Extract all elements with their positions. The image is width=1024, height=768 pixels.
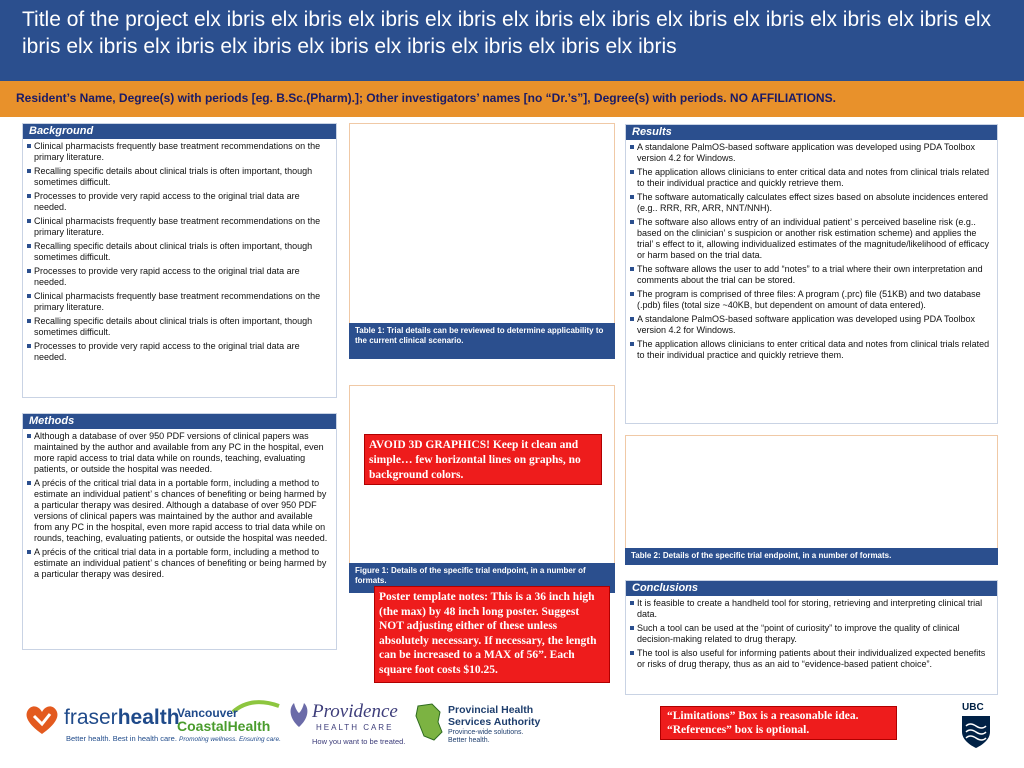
list-item: The application allows clinicians to enter critical data and notes from clinical trials related to their individual practice and quickly retrieve them. [630, 167, 993, 189]
vch-logo [175, 700, 285, 748]
bullet-icon [630, 342, 634, 346]
author-band [0, 81, 1024, 117]
list-item: Processes to provide very rapid access to the original trial data are needed. [27, 341, 332, 363]
list-item: The software allows the user to add “notes” to a trial where their own interpretation and comments about the trial can be stored. [630, 264, 993, 286]
bullet-icon [27, 550, 31, 554]
bc-map-icon [414, 702, 444, 742]
bullet-icon [27, 319, 31, 323]
list-item: The tool is also useful for informing patients about their individualized expected benefits or risks of drug therapy, thus as an aid to “evidence-based patient choice”. [630, 648, 993, 670]
conclusions-heading: Conclusions [626, 581, 997, 596]
bullet-icon [630, 317, 634, 321]
bullet-icon [27, 481, 31, 485]
fraser-health-logo [22, 700, 180, 748]
template-note: Poster template notes: This is a 36 inch high (the max) by 48 inch long poster. Suggest NOT adjusting either of these unless absolutely necessary. If necessary, the length can be increased to a MAX of 56”. Each square foot costs $10.25. [374, 586, 610, 683]
list-item: The program is comprised of three files: A program (.prc) file (51KB) and two database (.pdb) files (total size ~40KB, but dependent on amount of data entered). [630, 289, 993, 311]
results-panel [625, 124, 998, 424]
ubc-text: UBC [962, 702, 984, 713]
author-line: Resident’s Name, Degree(s) with periods [eg. B.Sc.(Pharm).]; Other investigators’ names [no “Dr.’s”], Degree(s) with periods. NO AFFILIATIONS. [16, 91, 836, 105]
providence-dove-icon [286, 699, 312, 729]
methods-panel [22, 413, 337, 650]
list-item: Recalling specific details about clinical trials is often important, though sometimes difficult. [27, 166, 332, 188]
bullet-icon [630, 195, 634, 199]
bullet-icon [27, 169, 31, 173]
bullet-icon [27, 244, 31, 248]
fraser-name-bold: health [117, 706, 180, 729]
fraser-heart-icon [22, 702, 62, 736]
phsa-name-2: Services Authority [448, 716, 541, 728]
background-list [23, 139, 336, 363]
results-heading: Results [626, 125, 997, 140]
list-item: A précis of the critical trial data in a portable form, including a method to estimate an individual patient’ s chances of benefiting or being harmed by a particular therapy was desired. Although a database of over 950 PDF versions of clinical papers was maintained by the author and available from any PC in the hospital, even more rapid access to trial data while on rounds, teaching, evaluating patients, or outside the hospital was needed. [27, 478, 332, 544]
bullet-icon [27, 219, 31, 223]
bullet-icon [630, 220, 634, 224]
phsa-name: Provincial Health [448, 704, 534, 716]
phsa-tagline: Province-wide solutions. [448, 729, 524, 736]
conclusions-panel [625, 580, 998, 695]
providence-logo [286, 697, 406, 749]
vch-name: Vancouver [177, 706, 238, 720]
list-item: It is feasible to create a handheld tool for storing, retrieving and interpreting clinical trial data. [630, 598, 993, 620]
bullet-icon [630, 267, 634, 271]
phsa-logo [414, 700, 554, 746]
list-item: Although a database of over 950 PDF versions of clinical papers was maintained by the author and available from any PC in the hospital, even more rapid access to trial data while on rounds, teaching, evaluating patients, or outside the hospital was needed. [27, 431, 332, 475]
table2-caption: Table 2: Details of the specific trial endpoint, in a number of formats. [625, 548, 998, 565]
bullet-icon [630, 601, 634, 605]
phsa-tagline-2: Better health. [448, 737, 490, 744]
bullet-icon [630, 626, 634, 630]
bullet-icon [27, 294, 31, 298]
vch-leaf-icon [231, 700, 281, 714]
bullet-icon [27, 434, 31, 438]
methods-list [23, 429, 336, 580]
list-item: Clinical pharmacists frequently base treatment recommendations on the primary literature. [27, 291, 332, 313]
bullet-icon [630, 145, 634, 149]
list-item: Recalling specific details about clinical trials is often important, though sometimes difficult. [27, 316, 332, 338]
methods-heading: Methods [23, 414, 336, 429]
providence-name: Providence [312, 701, 398, 722]
vch-tagline: Promoting wellness. Ensuring care. [179, 736, 281, 743]
bullet-icon [630, 651, 634, 655]
list-item: A standalone PalmOS-based software application was developed using PDA Toolbox version 4.2 for Windows. [630, 314, 993, 336]
list-item: Clinical pharmacists frequently base treatment recommendations on the primary literature. [27, 216, 332, 238]
bullet-icon [630, 292, 634, 296]
background-panel [22, 123, 337, 398]
graphics-note: AVOID 3D GRAPHICS! Keep it clean and simple… few horizontal lines on graphs, no background colors. [364, 434, 602, 485]
bullet-icon [630, 170, 634, 174]
poster-title: Title of the project elx ibris elx ibris elx ibris elx ibris elx ibris elx ibris elx ibris elx ibris elx ibris elx ibris elx ibris elx ibris elx ibris elx ibris elx ibris elx ibris elx ibris elx ibris elx ibris [22, 8, 991, 58]
list-item: The software also allows entry of an individual patient’ s perceived baseline risk (e.g.. based on the clinician’ s suspicion or another risk estimation scheme) and applies the trial’ s effect to it, allowing individualized estimates of the magnitude/likelihood of efficacy or harm based on the trial data. [630, 217, 993, 261]
table2-placeholder [625, 435, 998, 565]
list-item: Recalling specific details about clinical trials is often important, though sometimes difficult. [27, 241, 332, 263]
ubc-crest-icon [960, 714, 992, 750]
providence-tagline: How you want to be treated. [312, 737, 406, 746]
figure1-caption: Figure 1: Details of the specific trial endpoint, in a number of formats. [349, 563, 615, 593]
list-item: A standalone PalmOS-based software application was developed using PDA Toolbox version 4.2 for Windows. [630, 142, 993, 164]
list-item: A précis of the critical trial data in a portable form, including a method to estimate an individual patient’ s chances of benefiting or being harmed by a particular therapy was desired. [27, 547, 332, 580]
bullet-icon [27, 344, 31, 348]
list-item: Processes to provide very rapid access to the original trial data are needed. [27, 191, 332, 213]
bullet-icon [27, 194, 31, 198]
list-item: Clinical pharmacists frequently base treatment recommendations on the primary literature. [27, 141, 332, 163]
ubc-logo [958, 702, 998, 752]
list-item: Such a tool can be used at the “point of curiosity” to improve the quality of clinical decision-making related to drug therapy. [630, 623, 993, 645]
vch-name-2: CoastalHealth [177, 718, 271, 734]
figure1-placeholder [349, 385, 615, 593]
results-list [626, 140, 997, 361]
list-item: The application allows clinicians to enter critical data and notes from clinical trials related to their individual practice and quickly retrieve them. [630, 339, 993, 361]
fraser-name: fraser [64, 706, 118, 729]
background-heading: Background [23, 124, 336, 139]
list-item: Processes to provide very rapid access to the original trial data are needed. [27, 266, 332, 288]
title-band [0, 0, 1024, 81]
conclusions-list [626, 596, 997, 670]
providence-sub: HEALTH CARE [316, 723, 394, 732]
limitations-note: “Limitations” Box is a reasonable idea. “References” box is optional. [660, 706, 897, 740]
table1-caption: Table 1: Trial details can be reviewed to determine applicability to the current clinical scenario. [349, 323, 615, 359]
bullet-icon [27, 144, 31, 148]
fraser-tagline: Better health. Best in health care. [66, 734, 177, 743]
list-item: The software automatically calculates effect sizes based on absolute incidences entered (e.g.. RRR, RR, ARR, NNT/NNH). [630, 192, 993, 214]
bullet-icon [27, 269, 31, 273]
